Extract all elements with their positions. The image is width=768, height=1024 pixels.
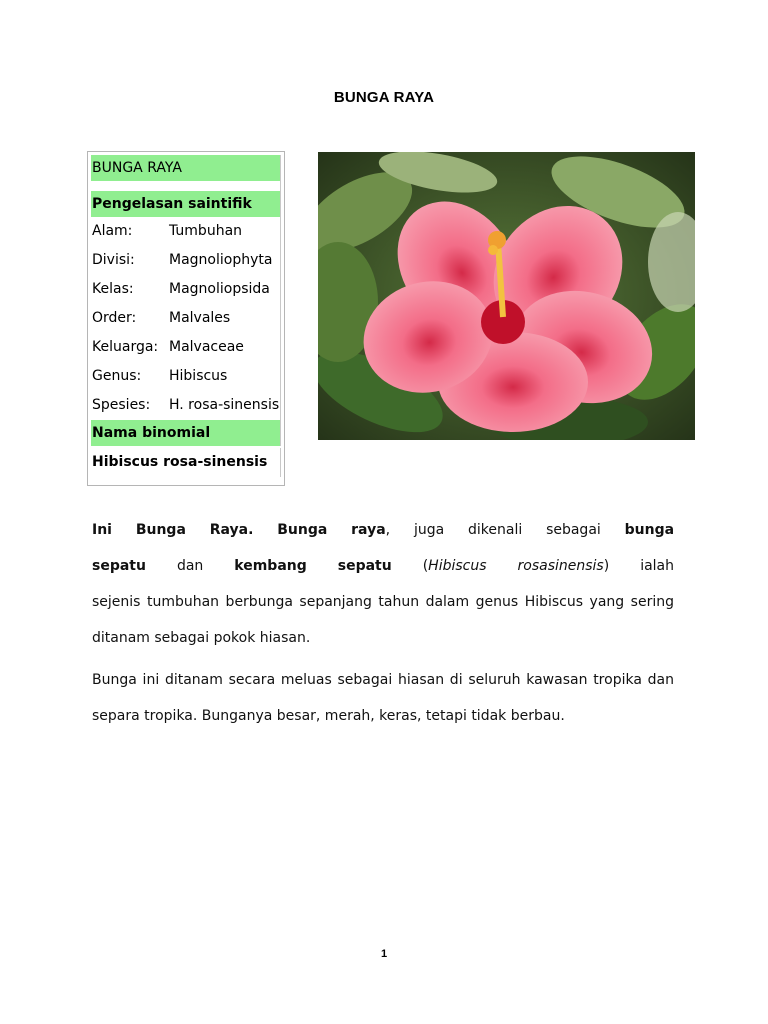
taxonomy-value: Magnoliopsida [169,281,270,297]
word: dikenali [468,522,523,538]
word: sebagai [546,522,601,538]
word: bunga [624,522,675,538]
paragraph-2-line-2: separa tropika. Bunganya besar, merah, keras, tetapi tidak berbau. [92,708,565,724]
taxonomy-infobox [87,151,285,486]
paragraph-1 [92,512,674,656]
taxonomy-key: Divisi: [92,252,135,268]
punct: ) [603,558,610,574]
taxonomy-value: Hibiscus [169,368,228,384]
binomial-value: Hibiscus rosa-sinensis [91,448,281,477]
binomial-title: Nama binomial [91,420,281,446]
taxonomy-row [91,217,281,246]
word-group [518,558,610,574]
taxonomy-key: Order: [92,310,137,326]
word: Bunga [135,522,186,538]
taxonomy-value: Magnoliophyta [169,252,273,268]
paragraph-2 [92,662,674,734]
word: kembang [234,558,307,574]
taxonomy-key: Genus: [92,368,142,384]
taxonomy-key: Spesies: [92,397,151,413]
taxonomy-value: Tumbuhan [169,223,243,239]
paragraph-1-line-4: ditanam sebagai pokok hiasan. [92,630,311,646]
word-group [92,558,307,574]
paragraph-1-line-1 [92,512,674,548]
page-title: BUNGA RAYA [333,89,435,106]
word-group [546,522,674,538]
taxonomy-row [91,304,281,333]
hibiscus-photo [318,152,695,440]
classification-title: Pengelasan saintifik [91,191,281,217]
paragraph-1-line-2 [92,548,674,584]
taxonomy-value: Malvaceae [169,339,244,355]
paragraph-2-line-1: Bunga ini ditanam secara meluas sebagai hiasan di seluruh kawasan tropika dan [92,672,674,688]
word: juga [413,522,445,538]
word-group [423,558,487,574]
taxonomy-row [91,275,281,304]
word: dan [176,558,204,574]
word: Hibiscus [428,558,487,574]
taxonomy-value: H. rosa-sinensis [169,397,280,413]
taxonomy-key: Alam: [92,223,133,239]
word-group [351,522,390,538]
word: ialah [640,558,674,574]
word: rosasinensis [517,558,604,574]
taxonomy-row [91,391,281,420]
taxonomy-key: Kelas: [92,281,134,297]
punct: , [385,522,391,538]
punct: ( [422,558,429,574]
word: sepatu [92,558,146,574]
word: sepatu [337,558,392,574]
taxonomy-row [91,362,281,391]
word: Bunga [277,522,328,538]
taxonomy-key: Keluarga: [92,339,159,355]
word: raya [351,522,386,538]
paragraph-1-line-3: sejenis tumbuhan berbunga sepanjang tahun dalam genus Hibiscus yang sering [92,594,674,610]
taxonomy-row [91,333,281,362]
taxonomy-row [91,246,281,275]
taxonomy-value: Malvales [169,310,231,326]
page-number: 1 [380,948,388,960]
word: Raya. [209,522,254,538]
word: Ini [92,522,112,538]
infobox-header: BUNGA RAYA [91,155,281,181]
